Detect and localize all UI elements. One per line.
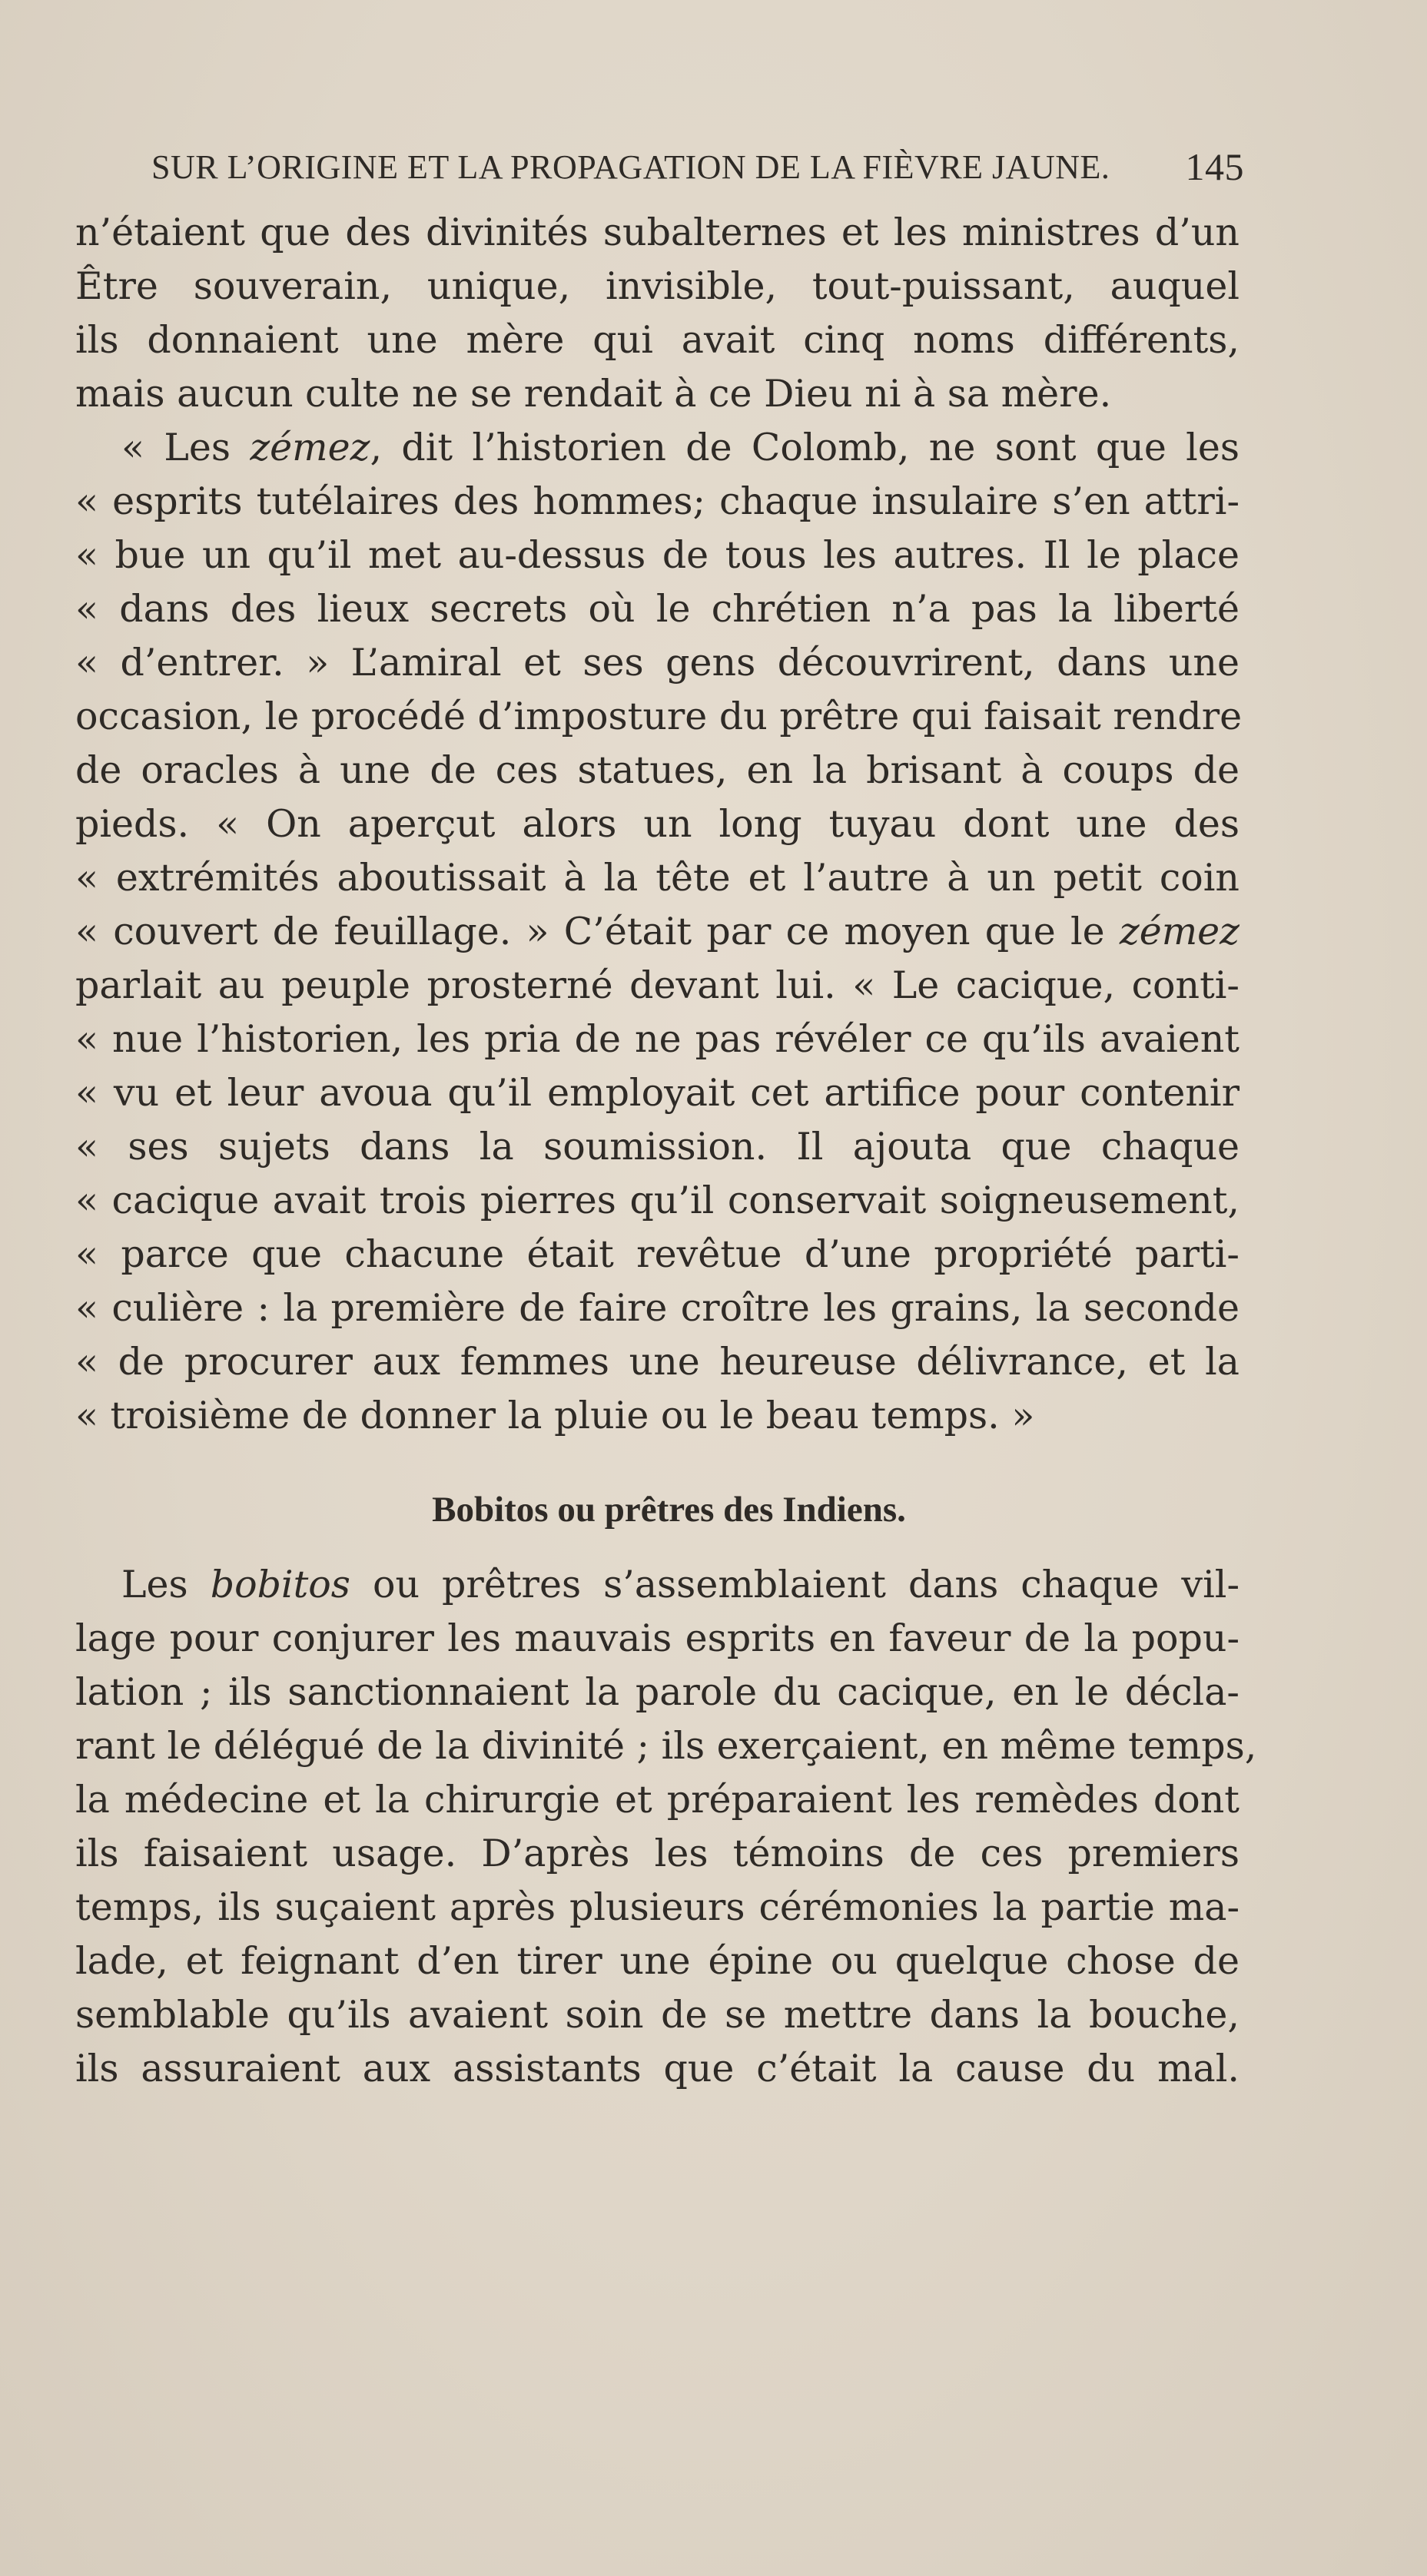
italic-term: zémez: [250, 426, 370, 469]
text-run: , dit l’historien de Colomb, ne sont que les: [370, 426, 1239, 469]
text-line: « bue un qu’il met au-dessus de tous les autres. Il le place: [75, 533, 1239, 577]
page-number: 145: [1185, 145, 1244, 188]
italic-term: bobitos: [210, 1563, 350, 1606]
text-line: « troisième de donner la pluie ou le beau temps. »: [75, 1394, 1035, 1437]
text-line: Être souverain, unique, invisible, tout-puissant, auquel: [75, 264, 1239, 308]
text-line: pieds. « On aperçut alors un long tuyau dont une des: [75, 802, 1239, 846]
text-line: mais aucun culte ne se rendait à ce Dieu ni à sa mère.: [75, 372, 1112, 416]
spacer: [75, 1537, 1239, 1558]
text-line: la médecine et la chirurgie et préparaient les remèdes dont: [75, 1778, 1239, 1822]
text-line: « cacique avait trois pierres qu’il conservait soigneusement,: [75, 1179, 1239, 1222]
text-line: [75, 421, 1239, 475]
paragraph-3: [75, 1558, 1257, 2096]
paragraph-2: [75, 421, 1243, 1443]
text-line: temps, ils suçaient après plusieurs cérémonies la partie ma-: [75, 1885, 1239, 1929]
text-line: « dans des lieux secrets où le chrétien n’a pas la liberté: [75, 587, 1239, 631]
text-line: ils assuraient aux assistants que c’était la cause du mal.: [75, 2047, 1239, 2090]
text-line: rant le délégué de la divinité ; ils exerçaient, en même temps,: [75, 1724, 1257, 1768]
text-run: ou prêtres s’assemblaient dans chaque vil-: [350, 1563, 1239, 1606]
text-run: « couvert de feuillage. » C’était par ce moyen que le: [75, 910, 1120, 953]
text-line: lation ; ils sanctionnaient la parole du cacique, en le décla-: [75, 1670, 1239, 1714]
text-line: « parce que chacune était revêtue d’une propriété parti-: [75, 1232, 1239, 1276]
text-line: ils faisaient usage. D’après les témoins de ces premiers: [75, 1832, 1239, 1875]
text-run: « Les: [121, 426, 251, 469]
text-line: de oracles à une de ces statues, en la brisant à coups de: [75, 748, 1239, 792]
italic-term: zémez: [1119, 910, 1239, 953]
text-line: « culière : la première de faire croître les grains, la seconde: [75, 1286, 1239, 1330]
text-line: « nue l’historien, les pria de ne pas révéler ce qu’ils avaient: [75, 1017, 1239, 1061]
text-line: « d’entrer. » L’amiral et ses gens découvrirent, dans une: [75, 641, 1239, 685]
section-heading: Bobitos ou prêtres des Indiens.: [432, 1490, 906, 1530]
text-line: « ses sujets dans la soumission. Il ajouta que chaque: [75, 1125, 1239, 1169]
text-line: « esprits tutélaires des hommes; chaque insulaire s’en attri-: [75, 479, 1239, 523]
text-line: « de procurer aux femmes une heureuse délivrance, et la: [75, 1340, 1239, 1384]
text-line: lage pour conjurer les mauvais esprits en faveur de la popu-: [75, 1616, 1239, 1660]
text-line: « extrémités aboutissait à la tête et l’autre à un petit coin: [75, 856, 1239, 900]
text-block: [75, 206, 1257, 2096]
text-line: n’étaient que des divinités subalternes et les ministres d’un: [75, 211, 1239, 254]
running-head: [151, 137, 1244, 191]
text-line: occasion, le procédé d’imposture du prêtre qui faisait rendre: [75, 695, 1243, 738]
spacer: [75, 1443, 1239, 1483]
text-line: lade, et feignant d’en tirer une épine ou quelque chose de: [75, 1939, 1239, 1983]
paragraph-1: [75, 206, 1239, 421]
text-line: [75, 905, 1239, 959]
text-line: « vu et leur avoua qu’il employait cet artifice pour contenir: [75, 1071, 1239, 1115]
running-title: SUR L’ORIGINE ET LA PROPAGATION DE LA FIÈVRE JAUNE.: [151, 148, 1110, 186]
text-run: Les: [121, 1563, 211, 1606]
text-line: ils donnaient une mère qui avait cinq noms différents,: [75, 318, 1239, 362]
text-line: [75, 1558, 1239, 1612]
text-line: semblable qu’ils avaient soin de se mettre dans la bouche,: [75, 1993, 1239, 2037]
text-line: parlait au peuple prosterné devant lui. « Le cacique, conti-: [75, 963, 1239, 1007]
